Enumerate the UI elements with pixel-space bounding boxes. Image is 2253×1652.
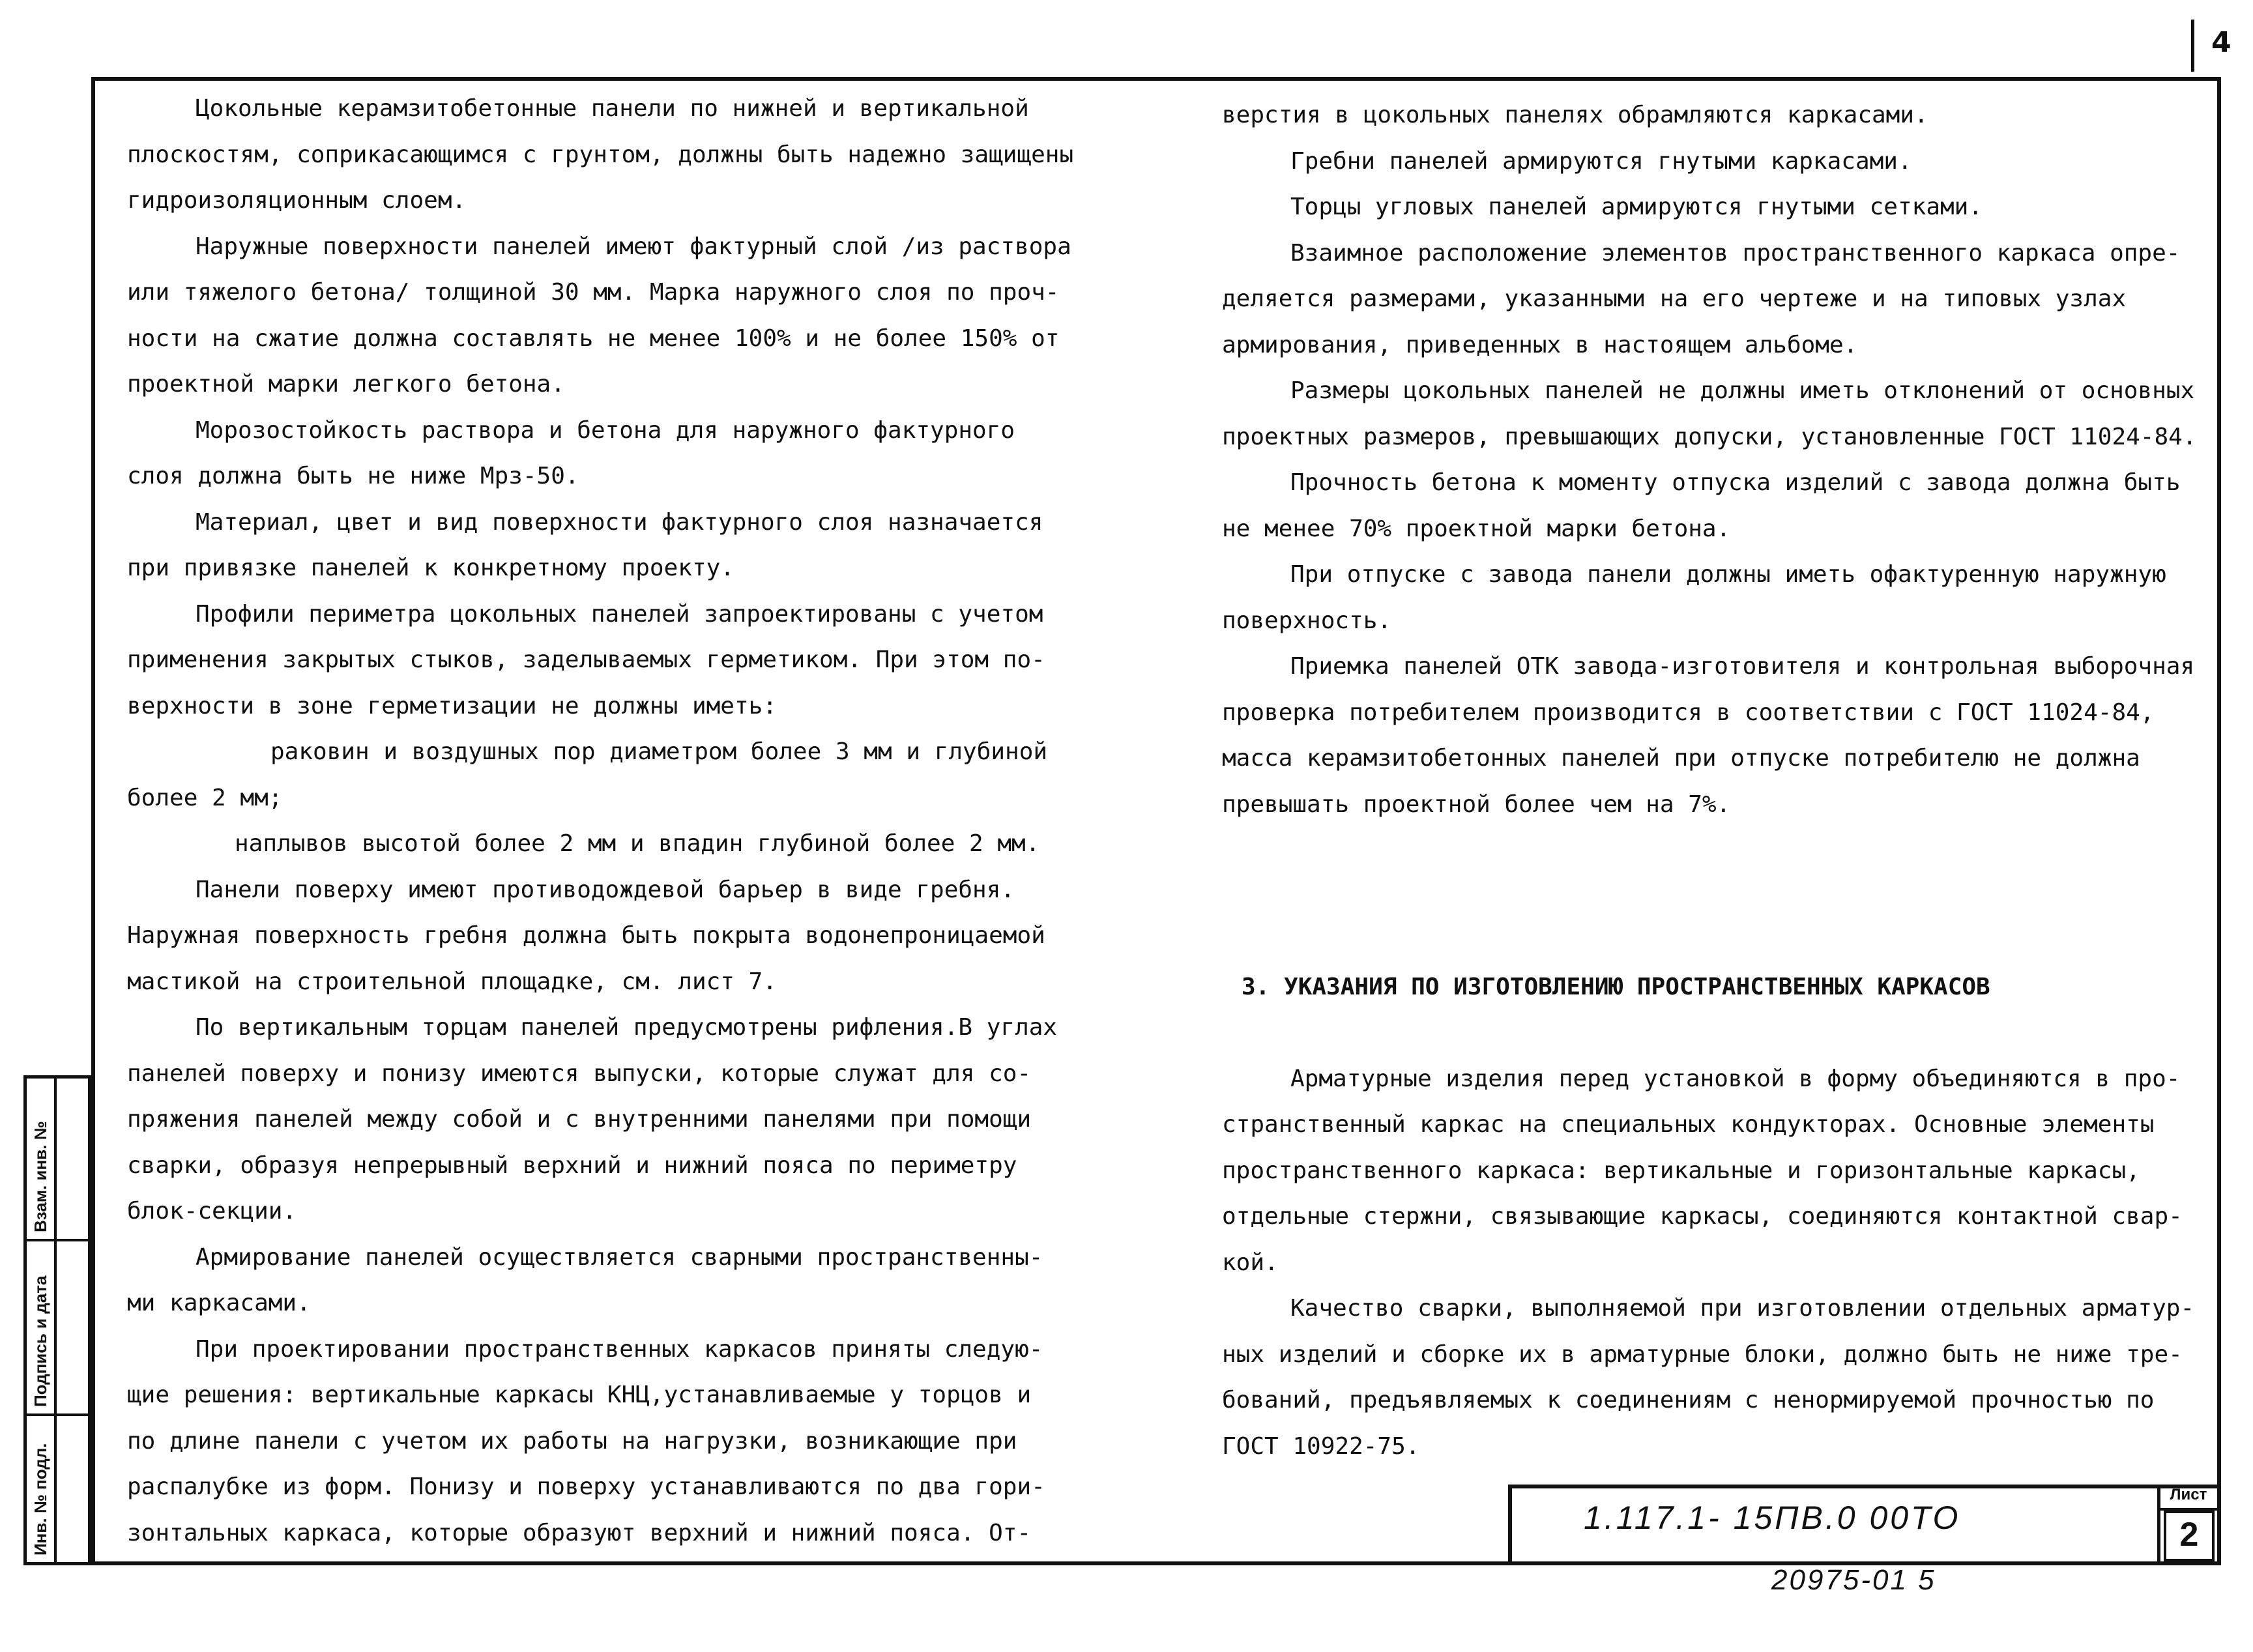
text-line: При проектировании пространственных каркасов приняты следую-	[196, 1335, 1043, 1363]
text-line: по длине панели с учетом их работы на нагрузки, возникающие при	[127, 1427, 1017, 1455]
text-line: поверхность.	[1222, 607, 1392, 634]
document-code: 1.117.1- 15ПВ.0 00ТО	[1584, 1500, 1961, 1536]
text-line: Арматурные изделия перед установкой в форму объединяются в про-	[1290, 1065, 2181, 1092]
text-line: Прочность бетона к моменту отпуска изделий с завода должна быть	[1290, 469, 2181, 496]
text-line: щие решения: вертикальные каркасы КНЦ,устанавливаемые у торцов и	[127, 1382, 1032, 1408]
text-line: отдельные стержни, связывающие каркасы, соединяются контактной свар-	[1222, 1203, 2183, 1230]
text-line: при привязке панелей к конкретному проекту.	[127, 555, 734, 581]
text-line: превышать проектной более чем на 7%.	[1222, 790, 1731, 818]
text-line: Профили периметра цокольных панелей запроектированы с учетом	[196, 600, 1043, 628]
text-line: слоя должна быть не ниже Мрз-50.	[127, 463, 579, 489]
text-line: наплывов высотой более 2 мм и впадин глубиной более 2 мм.	[235, 830, 1040, 857]
text-line: раковин и воздушных пор диаметром более 3 мм и глубиной	[270, 738, 1048, 765]
text-line: блок-секции.	[127, 1198, 297, 1225]
right-column-bottom-text	[1222, 1056, 2197, 1470]
text-line: Панели поверху имеют противодождевой барьер в виде гребня.	[196, 876, 1015, 903]
text-line: кой.	[1222, 1249, 1279, 1276]
text-line: По вертикальным торцам панелей предусмотрены рифления.В углах	[196, 1014, 1058, 1041]
text-line: проектной марки легкого бетона.	[127, 371, 565, 398]
text-line: не менее 70% проектной марки бетона.	[1222, 515, 1731, 542]
page-corner-number: 4	[2211, 26, 2231, 59]
text-line: ГОСТ 10922-75.	[1222, 1432, 1420, 1460]
text-line: верстия в цокольных панелях обрамляются каркасами.	[1222, 102, 1928, 128]
text-line: пряжения панелей между собой и с внутренними панелями при помощи	[127, 1106, 1032, 1133]
corner-rule	[2191, 20, 2194, 72]
stamp-replacement-inventory-label: Взам. инв. №	[31, 1121, 50, 1232]
text-line: ми каркасами.	[127, 1290, 311, 1316]
text-line: бований, предъявляемых к соединениям с ненормируемой прочностью по	[1222, 1387, 2155, 1413]
text-line: Наружная поверхность гребня должна быть покрыта водонепроницаемой	[127, 922, 1045, 949]
section-heading: 3. УКАЗАНИЯ ПО ИЗГОТОВЛЕНИЮ ПРОСТРАНСТВЕННЫХ КАРКАСОВ	[1242, 974, 1990, 1000]
text-line: проектных размеров, превышающих допуски, установленные ГОСТ 11024-84.	[1222, 423, 2197, 450]
text-line: Размеры цокольных панелей не должны иметь отклонений от основных	[1290, 377, 2195, 404]
text-line: пространственного каркаса: вертикальные и горизонтальные каркасы,	[1222, 1157, 2140, 1184]
archive-number: 20975-01 5	[1771, 1564, 1936, 1596]
text-line: Гребни панелей армируются гнутыми каркасами.	[1290, 147, 1912, 175]
text-line: проверка потребителем производится в соответствии с ГОСТ 11024-84,	[1222, 699, 2155, 726]
text-line: Армирование панелей осуществляется сварными пространственны-	[196, 1243, 1043, 1271]
text-line: более 2 мм;	[127, 784, 283, 811]
text-line: плоскостям, соприкасающимся с грунтом, должны быть надежно защищены	[127, 141, 1074, 168]
left-text-column	[127, 86, 1073, 1556]
text-line: масса керамзитобетонных панелей при отпуске потребителю не должна	[1222, 745, 2140, 772]
text-line: армирования, приведенных в настоящем альбоме.	[1222, 331, 1858, 358]
side-approval-stamp	[23, 1075, 91, 1565]
text-line: Взаимное расположение элементов пространственного каркаса опре-	[1290, 239, 2181, 267]
text-line: Цокольные керамзитобетонные панели по нижней и вертикальной	[196, 95, 1029, 122]
stamp-original-inventory-label: Инв. № подл.	[31, 1443, 50, 1556]
text-line: Наружные поверхности панелей имеют фактурный слой /из раствора	[196, 233, 1071, 260]
text-line: зонтальных каркаса, которые образуют верхний и нижний пояса. От-	[127, 1519, 1032, 1546]
text-line: Качество сварки, выполняемой при изготовлении отдельных арматур-	[1290, 1295, 2195, 1322]
text-line: Приемка панелей ОТК завода-изготовителя и контрольная выборочная	[1290, 653, 2195, 680]
text-line: применения закрытых стыков, заделываемых герметиком. При этом по-	[127, 646, 1045, 673]
stamp-signature-date-label: Подпись и дата	[31, 1275, 50, 1407]
text-line: распалубке из форм. Понизу и поверху устанавливаются по два гори-	[127, 1473, 1045, 1500]
text-line: Материал, цвет и вид поверхности фактурного слоя назначается	[196, 508, 1043, 536]
sheet-number: 2	[2164, 1511, 2215, 1561]
text-line: панелей поверху и понизу имеются выпуски, которые служат для со-	[127, 1060, 1032, 1087]
text-line: гидроизоляционным слоем.	[127, 187, 467, 214]
text-line: мастикой на строительной площадке, см. лист 7.	[127, 968, 777, 995]
text-line: сварки, образуя непрерывный верхний и нижний пояса по периметру	[127, 1152, 1017, 1179]
text-line: странственный каркас на специальных кондукторах. Основные элементы	[1222, 1111, 2155, 1138]
text-line: ных изделий и сборке их в арматурные блоки, должно быть не ниже тре-	[1222, 1340, 2183, 1368]
text-line: или тяжелого бетона/ толщиной 30 мм. Марка наружного слоя по проч-	[127, 279, 1060, 306]
sheet-label: Лист	[2160, 1486, 2217, 1511]
right-column-top-text	[1222, 93, 2197, 828]
text-line: деляется размерами, указанными на его чертеже и на типовых узлах	[1222, 285, 2127, 312]
text-line: ности на сжатие должна составлять не менее 100% и не более 150% от	[127, 325, 1060, 352]
right-text-column	[1222, 93, 2197, 1470]
text-line: Торцы угловых панелей армируются гнутыми сетками.	[1290, 194, 1983, 220]
text-line: Морозостойкость раствора и бетона для наружного фактурного	[196, 416, 1015, 444]
text-line: При отпуске с завода панели должны иметь офактуренную наружную	[1290, 561, 2166, 588]
text-line: верхности в зоне герметизации не должны иметь:	[127, 692, 777, 719]
